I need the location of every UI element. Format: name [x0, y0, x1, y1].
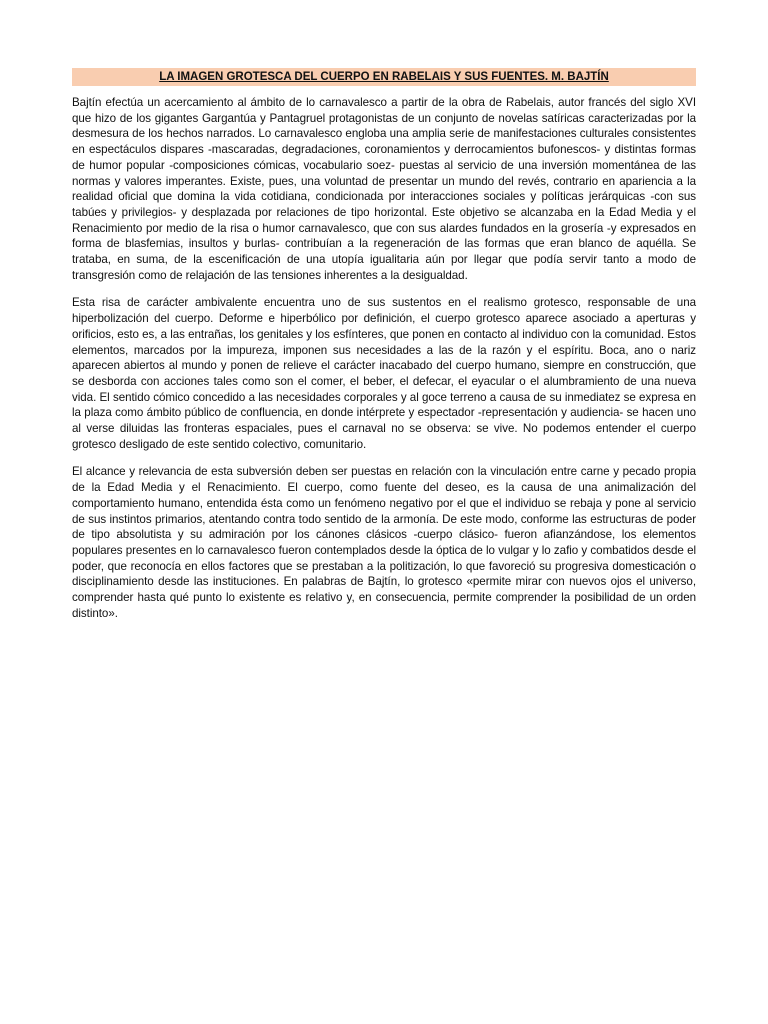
- document-page: [72, 68, 696, 634]
- document-title: LA IMAGEN GROTESCA DEL CUERPO EN RABELAIS Y SUS FUENTES. M. BAJTÍN: [72, 68, 696, 86]
- paragraph-2: Esta risa de carácter ambivalente encuentra uno de sus sustentos en el realismo grotesco, responsable de una hiperbolización del cuerpo. Deforme e hiperbólico por definición, el cuerpo grotesco aparece asociado a aperturas y orificios, esto es, a las entrañas, los genitales y los esfínteres, que ponen en contacto al individuo con la comunidad. Estos elementos, marcados por la impureza, imponen sus necesidades a las de la razón y el espíritu. Boca, ano o nariz aparecen abiertos al mundo y ponen de relieve el carácter inacabado del cuerpo humano, siempre en construcción, que se desborda con acciones tales como son el comer, el beber, el defecar, el eyacular o el alumbramiento de una nueva vida. El sentido cómico concedido a las necesidades corporales y al goce terreno a causa de su inmediatez se expresa en la plaza como ámbito público de confluencia, en donde intérprete y espectador -representación y audiencia- se hacen uno al verse diluidas las fronteras espaciales, pues el carnaval no se observa: se vive. No podemos entender el cuerpo grotesco desligado de este sentido colectivo, comunitario.: [72, 296, 696, 451]
- paragraph-1: Bajtín efectúa un acercamiento al ámbito de lo carnavalesco a partir de la obra de Rabelais, autor francés del siglo XVI que hizo de los gigantes Gargantúa y Pantagruel protagonistas de un conjunto de novelas satíricas caracterizadas por la desmesura de los hechos narrados. Lo carnavalesco engloba una amplia serie de manifestaciones culturales consistentes en espectáculos dispares -mascaradas, degradaciones, coronamientos y derrocamientos bufonescos- y distintas formas de humor popular -composiciones cómicas, vocabulario soez- puestas al servicio de una inversión momentánea de las normas y valores imperantes. Existe, pues, una voluntad de presentar un mundo del revés, contrario en apariencia a la realidad oficial que domina la vida cotidiana, condicionada por interacciones sociales y políticas jerárquicas -con sus tabúes y privilegios- y desplazada por relaciones de tipo horizontal. Este objetivo se alcanzaba en la Edad Media y el Renacimiento por medio de la risa o humor carnavalesco, que con sus alardes fundados en la grosería -y expresados en forma de blasfemias, insultos y burlas- contribuían a la regeneración de las formas que eran blanco de aquélla. Se trataba, en suma, de la escenificación de una utopía igualitaria aún por llegar que podía servir tanto a modo de transgresión como de relajación de las tensiones inherentes a la desigualdad.: [72, 96, 696, 282]
- paragraph-3: El alcance y relevancia de esta subversión deben ser puestas en relación con la vinculación entre carne y pecado propia de la Edad Media y el Renacimiento. El cuerpo, como fuente del deseo, es la causa de una animalización del comportamiento humano, entendida ésta como un fenómeno negativo por el que el individuo se rebaja y pone al servicio de sus instintos primarios, atentando contra todo sentido de la armonía. De este modo, conforme las estructuras de poder de tipo absolutista y su admiración por los cánones clásicos -cuerpo clásico- fueron afianzándose, los elementos populares presentes en lo carnavalesco fueron contemplados desde la óptica de lo vulgar y lo zafio y combatidos desde el poder, que reconocía en ellos factores que se prestaban a la politización, lo que favoreció su progresiva domesticación o disciplinamiento desde las instituciones. En palabras de Bajtín, lo grotesco «permite mirar con nuevos ojos el universo, comprender hasta qué punto lo existente es relativo y, en consecuencia, permite comprender la posibilidad de un orden distinto».: [72, 465, 696, 620]
